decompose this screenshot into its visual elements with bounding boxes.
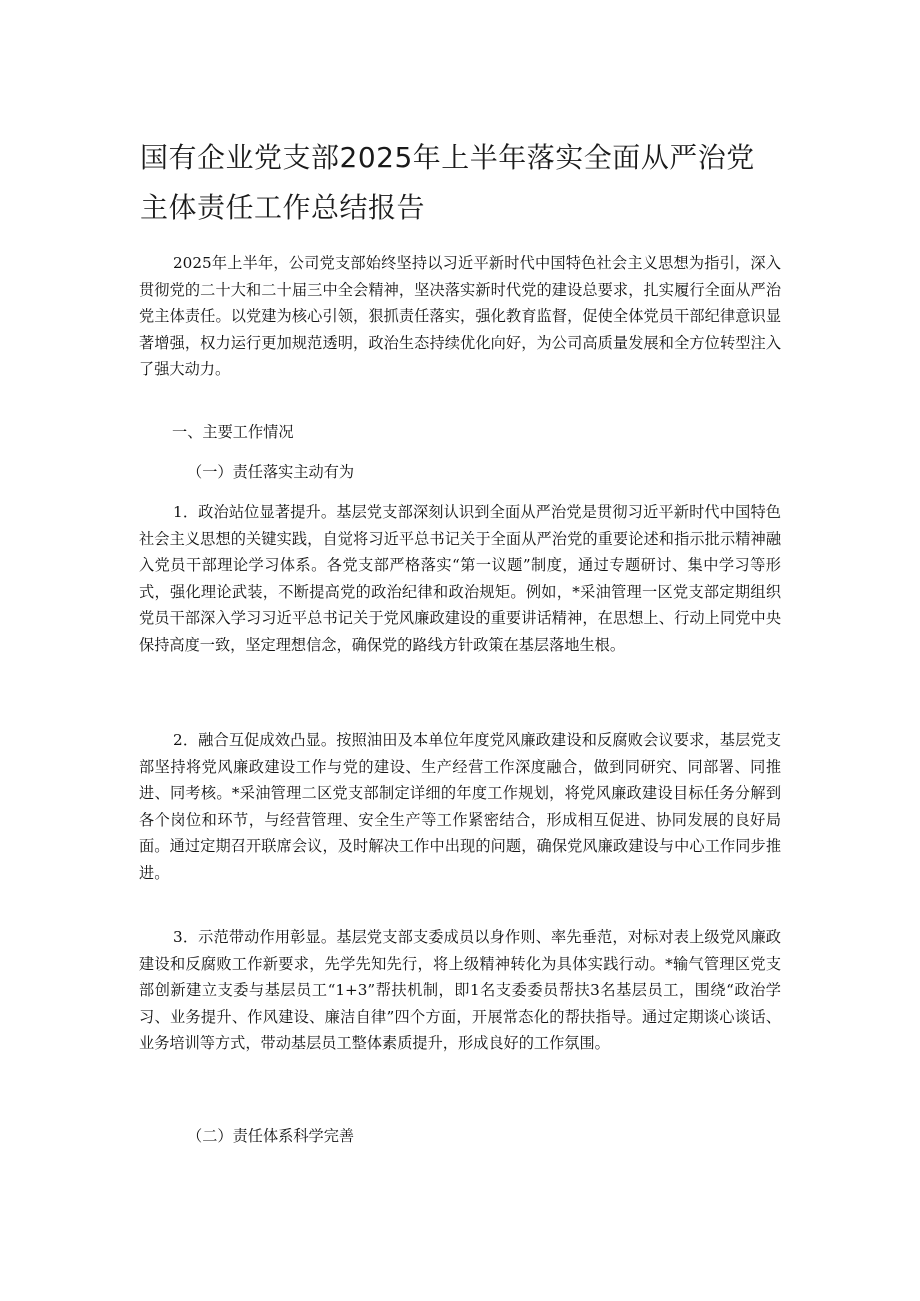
intro-paragraph: 2025年上半年，公司党支部始终坚持以习近平新时代中国特色社会主义思想为指引，深入贯彻党的二十大和二十届三中全会精神，坚决落实新时代党的建设总要求，扎实履行全面从严治党主体责任。以党建为核心引领，狠抓责任落实，强化教育监督，促使全体党员干部纪律意识显著增强，权力运行更加规范透明，政治生态持续优化向好，为公司高质量发展和全方位转型注入了强大动力。 [139,254,781,379]
subsection-heading: （一）责任落实主动有为 [187,463,355,481]
item-paragraph-3: 3．示范带动作用彰显。基层党支部支委成员以身作则、率先垂范，对标对表上级党风廉政建设和反腐败工作新要求，先学先知先行，将上级精神转化为具体实践行动。*输气管理区党支部创新建立支委与基层员工“1+3”帮扶机制，即1名支委委员帮扶3名基层员工，围绕“政治学习、业务提升、作风建设、廉洁自律”四个方面，开展常态化的帮扶指导。通过定期谈心谈话、业务培训等方式，带动基层员工整体素质提升，形成良好的工作氛围。 [139,928,781,1053]
item-paragraph-1: 1．政治站位显著提升。基层党支部深刻认识到全面从严治党是贯彻习近平新时代中国特色社会主义思想的关键实践，自觉将习近平总书记关于全面从严治党的重要论述和指示批示精神融入党员干部理论学习体系。各党支部严格落实“第一议题”制度，通过专题研讨、集中学习等形式，强化理论武装，不断提高党的政治纪律和政治规矩。例如，*采油管理一区党支部定期组织党员干部深入学习习近平总书记关于党风廉政建设的重要讲话精神，在思想上、行动上同党中央保持高度一致，坚定理想信念，确保党的路线方针政策在基层落地生根。 [139,503,781,654]
section-heading: 一、主要工作情况 [172,423,294,441]
item-paragraph-2: 2．融合互促成效凸显。按照油田及本单位年度党风廉政建设和反腐败会议要求，基层党支部坚持将党风廉政建设工作与党的建设、生产经营工作深度融合，做到同研究、同部署、同推进、同考核。*采油管理二区党支部制定详细的年度工作规划，将党风廉政建设目标任务分解到各个岗位和环节，与经营管理、安全生产等工作紧密结合，形成相互促进、协同发展的良好局面。通过定期召开联席会议，及时解决工作中出现的问题，确保党风廉政建设与中心工作同步推进。 [139,731,781,882]
subsection-heading-2: （二）责任体系科学完善 [187,1127,355,1145]
document-title-line1: 国有企业党支部2025年上半年落实全面从严治党 [140,141,755,174]
document-title-line2: 主体责任工作总结报告 [140,191,426,224]
